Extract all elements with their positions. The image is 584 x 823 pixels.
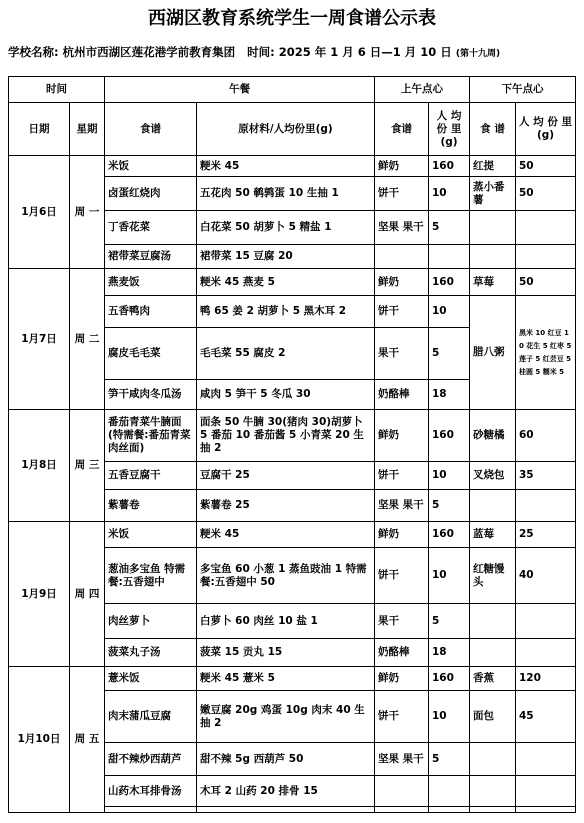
pm-recipe-cell: 蒸小番薯 <box>470 177 516 211</box>
header-pm-recipe: 食 谱 <box>470 103 516 156</box>
am-amount-cell: 5 <box>429 490 470 522</box>
recipe-cell: 肉末蒲瓜豆腐 <box>105 691 197 743</box>
header-pm-amount: 人 均 份 里(g) <box>516 103 576 156</box>
ingredients-cell: 粳米 45 燕麦 5 <box>197 269 375 296</box>
weekday-cell: 周 三 <box>70 410 105 522</box>
pm-recipe-cell <box>470 245 516 269</box>
ingredients-cell: 裙带菜 15 豆腐 20 <box>197 245 375 269</box>
menu-table <box>8 76 576 813</box>
am-recipe-cell: 坚果 果干 <box>375 490 429 522</box>
am-recipe-cell: 奶酪棒 <box>375 380 429 410</box>
ingredients-cell: 粳米 45 薏米 5 <box>197 667 375 691</box>
recipe-cell: 米饭 <box>105 156 197 177</box>
am-recipe-cell: 奶酪棒 <box>375 639 429 667</box>
am-recipe-cell: 坚果 果干 <box>375 211 429 245</box>
pm-amount-cell: 50 <box>516 269 576 296</box>
am-recipe-cell: 果干 <box>375 328 429 380</box>
ingredients-cell: 粳米 45 <box>197 522 375 548</box>
recipe-cell: 丁香花菜 <box>105 211 197 245</box>
am-amount-cell: 160 <box>429 410 470 462</box>
ingredients-cell: 五花肉 50 鹌鹑蛋 10 生抽 1 <box>197 177 375 211</box>
ingredients-cell: 木耳 2 山药 20 排骨 15 <box>197 776 375 807</box>
ingredients-cell: 粳米 45 <box>197 156 375 177</box>
am-amount-cell: 160 <box>429 156 470 177</box>
am-amount-cell: 10 <box>429 462 470 490</box>
school-label: 学校名称: <box>8 45 59 59</box>
pm-amount-cell: 120 <box>516 667 576 691</box>
am-amount-cell <box>429 776 470 807</box>
header-am-snack: 上午点心 <box>375 77 470 103</box>
weekday-cell: 周 四 <box>70 522 105 667</box>
weekday-cell: 周 二 <box>70 269 105 410</box>
am-amount-cell: 10 <box>429 691 470 743</box>
recipe-cell: 紫薯卷 <box>105 490 197 522</box>
recipe-cell: 番茄青菜牛腩面(特需餐:番茄青菜肉丝面) <box>105 410 197 462</box>
pm-amount-cell: 35 <box>516 462 576 490</box>
am-amount-cell: 160 <box>429 522 470 548</box>
pm-recipe-cell <box>470 776 516 807</box>
ingredients-cell: 面条 50 牛腩 30(猪肉 30)胡萝卜 5 番茄 10 番茄酱 5 小青菜 20 生抽 2 <box>197 410 375 462</box>
time-value: 2025 年 1 月 6 日—1 月 10 日 <box>278 45 452 59</box>
header-row <box>9 103 576 156</box>
table-row <box>9 410 576 462</box>
weekday-cell: 周 一 <box>70 156 105 269</box>
date-cell: 1月8日 <box>9 410 70 522</box>
pm-amount-cell <box>516 245 576 269</box>
am-recipe-cell: 坚果 果干 <box>375 743 429 776</box>
pm-recipe-cell: 红提 <box>470 156 516 177</box>
pm-recipe-cell: 草莓 <box>470 269 516 296</box>
ingredients-cell: 白萝卜 60 肉丝 10 盐 1 <box>197 604 375 639</box>
am-amount-cell: 18 <box>429 639 470 667</box>
pm-recipe-cell <box>470 743 516 776</box>
ingredients-cell: 咸肉 5 笋干 5 冬瓜 30 <box>197 380 375 410</box>
header-pm-snack: 下午点心 <box>470 77 576 103</box>
am-recipe-cell: 饼干 <box>375 177 429 211</box>
recipe-cell: 薏米饭 <box>105 667 197 691</box>
am-amount-cell: 5 <box>429 328 470 380</box>
am-amount-cell: 5 <box>429 604 470 639</box>
header-weekday: 星期 <box>70 103 105 156</box>
date-cell: 1月9日 <box>9 522 70 667</box>
pm-recipe-cell <box>470 490 516 522</box>
table-row <box>9 522 576 548</box>
am-amount-cell: 160 <box>429 667 470 691</box>
recipe-cell: 腐皮毛毛菜 <box>105 328 197 380</box>
pm-amount-cell <box>516 807 576 813</box>
am-recipe-cell: 鲜奶 <box>375 156 429 177</box>
pm-amount-cell <box>516 639 576 667</box>
am-recipe-cell <box>375 776 429 807</box>
am-recipe-cell: 饼干 <box>375 462 429 490</box>
header-recipe: 食谱 <box>105 103 197 156</box>
am-recipe-cell: 饼干 <box>375 548 429 604</box>
pm-amount-cell: 25 <box>516 522 576 548</box>
recipe-cell: 山药木耳排骨汤 <box>105 776 197 807</box>
am-recipe-cell: 鲜奶 <box>375 667 429 691</box>
header-time: 时间 <box>9 77 105 103</box>
header-ingredients: 原材料/人均份里(g) <box>197 103 375 156</box>
weekday-cell: 周 五 <box>70 667 105 813</box>
recipe-cell: 肉丝萝卜 <box>105 604 197 639</box>
ingredients-cell: 嫩豆腐 20g 鸡蛋 10g 肉末 40 生抽 2 <box>197 691 375 743</box>
header-date: 日期 <box>9 103 70 156</box>
page-title: 西湖区教育系统学生一周食谱公示表 <box>148 8 436 29</box>
am-recipe-cell: 鲜奶 <box>375 410 429 462</box>
am-amount-cell <box>429 245 470 269</box>
pm-recipe-cell <box>470 604 516 639</box>
header-row <box>9 77 576 103</box>
pm-recipe-cell: 腊八粥 <box>470 296 516 410</box>
recipe-cell: 卤蛋红烧肉 <box>105 177 197 211</box>
recipe-cell: 笋干咸肉冬瓜汤 <box>105 380 197 410</box>
date-cell: 1月7日 <box>9 269 70 410</box>
am-recipe-cell: 果干 <box>375 604 429 639</box>
pm-recipe-cell: 蓝莓 <box>470 522 516 548</box>
week-number: (第十九周) <box>455 49 501 59</box>
pm-recipe-cell: 面包 <box>470 691 516 743</box>
am-amount-cell: 5 <box>429 743 470 776</box>
recipe-cell: 燕麦饭 <box>105 269 197 296</box>
pm-recipe-cell <box>470 211 516 245</box>
pm-amount-cell <box>516 776 576 807</box>
pm-recipe-cell: 红糖馒头 <box>470 548 516 604</box>
pm-amount-cell <box>516 604 576 639</box>
pm-amount-cell: 60 <box>516 410 576 462</box>
table-row <box>9 269 576 296</box>
am-recipe-cell <box>375 807 429 813</box>
header-am-recipe: 食谱 <box>375 103 429 156</box>
info-line <box>8 44 578 60</box>
ingredients-cell <box>197 807 375 813</box>
pm-amount-cell <box>516 211 576 245</box>
ingredients-cell: 白花菜 50 胡萝卜 5 精盐 1 <box>197 211 375 245</box>
ingredients-cell: 毛毛菜 55 腐皮 2 <box>197 328 375 380</box>
header-lunch: 午餐 <box>105 77 375 103</box>
am-amount-cell: 18 <box>429 380 470 410</box>
ingredients-cell: 甜不辣 5g 西葫芦 50 <box>197 743 375 776</box>
school-name: 杭州市西湖区莲花港学前教育集团 <box>62 45 236 59</box>
pm-amount-cell: 50 <box>516 156 576 177</box>
ingredients-cell: 鸭 65 姜 2 胡萝卜 5 黑木耳 2 <box>197 296 375 328</box>
am-amount-cell: 10 <box>429 296 470 328</box>
pm-recipe-cell <box>470 639 516 667</box>
am-amount-cell <box>429 807 470 813</box>
recipe-cell: 五香鸭肉 <box>105 296 197 328</box>
am-amount-cell: 10 <box>429 548 470 604</box>
pm-recipe-cell: 叉烧包 <box>470 462 516 490</box>
pm-amount-cell: 40 <box>516 548 576 604</box>
am-recipe-cell <box>375 245 429 269</box>
pm-recipe-cell: 香蕉 <box>470 667 516 691</box>
pm-recipe-cell: 砂糖橘 <box>470 410 516 462</box>
am-recipe-cell: 鲜奶 <box>375 269 429 296</box>
am-recipe-cell: 鲜奶 <box>375 522 429 548</box>
table-row <box>9 156 576 177</box>
recipe-cell <box>105 807 197 813</box>
ingredients-cell: 菠菜 15 贡丸 15 <box>197 639 375 667</box>
recipe-cell: 葱油多宝鱼 特需餐:五香翅中 <box>105 548 197 604</box>
ingredients-cell: 豆腐干 25 <box>197 462 375 490</box>
pm-amount-cell: 45 <box>516 691 576 743</box>
date-cell: 1月10日 <box>9 667 70 813</box>
pm-amount-cell <box>516 490 576 522</box>
ingredients-cell: 紫薯卷 25 <box>197 490 375 522</box>
date-cell: 1月6日 <box>9 156 70 269</box>
pm-amount-cell: 50 <box>516 177 576 211</box>
am-amount-cell: 160 <box>429 269 470 296</box>
pm-recipe-cell <box>470 807 516 813</box>
header-am-amount: 人 均份 里(g) <box>429 103 470 156</box>
pm-amount-cell <box>516 743 576 776</box>
recipe-cell: 菠菜丸子汤 <box>105 639 197 667</box>
am-recipe-cell: 饼干 <box>375 296 429 328</box>
recipe-cell: 裙带菜豆腐汤 <box>105 245 197 269</box>
am-recipe-cell: 饼干 <box>375 691 429 743</box>
recipe-cell: 甜不辣炒西葫芦 <box>105 743 197 776</box>
recipe-cell: 米饭 <box>105 522 197 548</box>
table-row <box>9 667 576 691</box>
am-amount-cell: 5 <box>429 211 470 245</box>
time-label: 时间: <box>247 45 275 59</box>
recipe-cell: 五香豆腐干 <box>105 462 197 490</box>
am-amount-cell: 10 <box>429 177 470 211</box>
pm-amount-cell: 黑米 10 红豆 10 花生 5 红枣 5 莲子 5 红芸豆 5 桂圆 5 糯米 5 <box>516 296 576 410</box>
ingredients-cell: 多宝鱼 60 小葱 1 蒸鱼豉油 1 特需餐:五香翅中 50 <box>197 548 375 604</box>
